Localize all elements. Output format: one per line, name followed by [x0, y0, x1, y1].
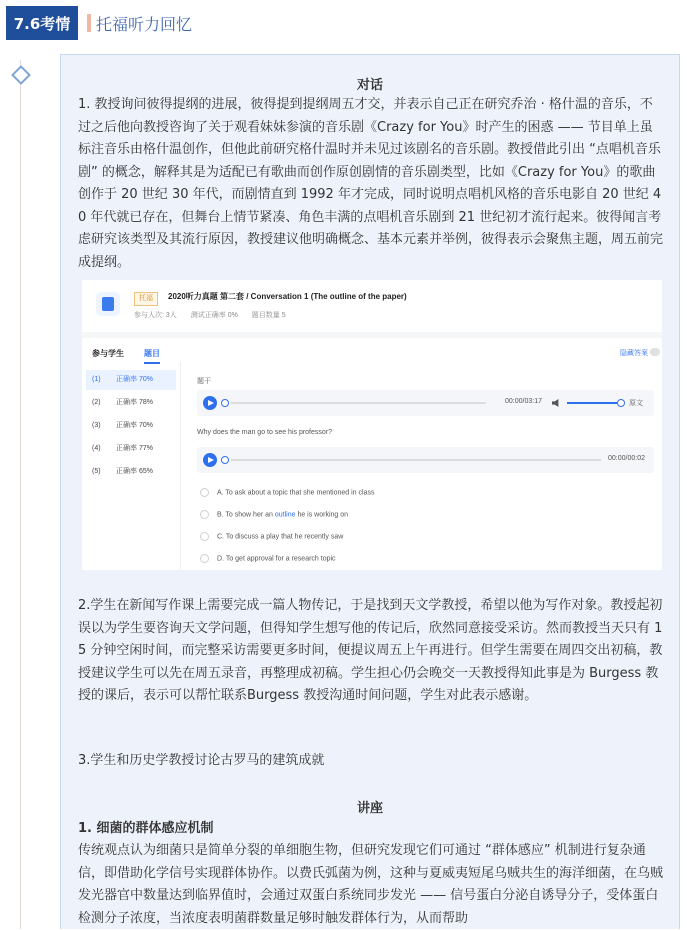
student-num: (4): [92, 445, 101, 452]
audio-time: 00:00/03:17: [505, 398, 542, 405]
question-count: 题目数量 5: [251, 312, 286, 319]
title-accent-bar: [87, 14, 91, 32]
seek-track[interactable]: [231, 402, 486, 404]
option-text: D. To get approval for a research topic: [217, 555, 336, 563]
participants-count: 参与人次: 3人: [134, 312, 177, 319]
paper-meta: [134, 310, 298, 320]
dialogue-title: 对话: [356, 78, 383, 93]
seek-knob[interactable]: [221, 399, 229, 407]
lecture-heading: 1. 细菌的群体感应机制: [78, 821, 214, 836]
student-row[interactable]: [86, 416, 176, 436]
student-rate: 正确率 77%: [116, 445, 153, 452]
student-row[interactable]: [86, 370, 176, 390]
exam-tag: 托福: [134, 292, 158, 306]
sidebar-separator: [180, 362, 181, 570]
student-rate: 正确率 70%: [116, 422, 153, 429]
hide-answer-toggle[interactable]: [650, 348, 660, 356]
dialogue-item-1: 1. 教授询问彼得提纲的进展，彼得提到提纲周五才交，并表示自己正在研究乔治 · 格什温的音乐，不过之后他向教授咨询了关于观看妹妹参演的音乐剧《Crazy for You》时产生的困惑 —— 节目单上虽标注音乐由格什温创作，但他此前研究格什温时并未见过该剧名的音乐剧。教授借此引出 “点唱机音乐剧” 的概念，解释其是为适配已有歌曲而创作原创剧情的音乐剧类型，比如《Crazy for You》的歌曲创作于 20 世纪 30 年代，而剧情直到 1992 年才完成，同时说明点唱机风格的音乐电影自 20 世纪 40 年代就已存在，但舞台上情节紧凑、角色丰满的点唱机音乐剧到 21 世纪初才流行起来。彼得闻言考虑研究该类型及其流行原因，教授建议他明确概念、基本元素并举例，彼得表示会聚焦主题，周五前完成提纲。: [78, 97, 664, 270]
option-text: B. To show her an: [217, 511, 275, 519]
dialogue-item-2: 2.学生在新闻写作课上需要完成一篇人物传记，于是找到天文学教授，希望以他为写作对象。教授起初误以为学生要咨询天文学问题，但得知学生想写他的传记后，欣然同意接受采访。然而教授当天只有 15 分钟空闲时间，而完整采访需要更多时间，便提议周五上午再进行。但学生需要在周四交出初稿，教授建议学生可以先在周五录音，再整理成初稿。学生担心仍会晚交一天教授得知此事是为 Burgess 教授的课后，表示可以帮忙联系Burgess 教授沟通时间问题，学生对此表示感谢。: [78, 598, 663, 703]
student-num: (3): [92, 422, 101, 429]
student-rate: 正确率 65%: [116, 468, 153, 475]
dialogue-item-3: 3.学生和历史学教授讨论古罗马的建筑成就: [78, 753, 325, 768]
timeline-diamond-icon: [11, 65, 31, 85]
page-title: 托福听力回忆: [96, 15, 193, 34]
student-num: (1): [92, 376, 101, 383]
header: [0, 0, 687, 46]
app-logo-icon: [96, 292, 120, 316]
tab-questions[interactable]: 题目: [144, 348, 160, 364]
seek-track[interactable]: [231, 459, 601, 461]
radio-icon[interactable]: [200, 488, 209, 497]
play-icon[interactable]: [203, 453, 217, 467]
audio-player-passage: [197, 390, 654, 416]
radio-icon[interactable]: [200, 510, 209, 519]
option-text: C. To discuss a play that he recently saw: [217, 533, 344, 541]
lecture-body: 传统观点认为细菌只是简单分裂的单细胞生物，但研究发现它们可通过 “群体感应” 机制进行复杂通信，即借助化学信号实现群体协作。以费氏弧菌为例，这种与夏威夷短尾乌贼共生的海洋细菌，在乌贼发光器官中数量达到临界值时，会通过双蛋白系统同步发光 —— 信号蛋白分泌自诱导分子，受体蛋白检测分子浓度，当浓度表明菌群数量足够时触发群体行为，从而帮助: [78, 843, 664, 926]
test-accuracy: 测试正确率 0%: [190, 312, 238, 319]
transcript-button[interactable]: 原文: [629, 400, 643, 407]
student-row[interactable]: [86, 439, 176, 459]
option-a[interactable]: [200, 488, 374, 497]
question-text: Why does the man go to see his professor?: [197, 429, 333, 436]
option-text: A. To ask about a topic that she mentioned in class: [217, 489, 375, 497]
stem-label: 题干: [197, 378, 211, 385]
student-rate: 正确率 78%: [116, 399, 153, 406]
student-rate: 正确率 70%: [116, 376, 153, 383]
volume-track[interactable]: [567, 402, 617, 404]
option-b[interactable]: [200, 510, 348, 519]
volume-icon[interactable]: [552, 399, 560, 407]
radio-icon[interactable]: [200, 532, 209, 541]
audio-player-question: [197, 447, 654, 473]
radio-icon[interactable]: [200, 554, 209, 563]
option-d[interactable]: [200, 554, 336, 563]
play-icon[interactable]: [203, 396, 217, 410]
embedded-screenshot: [82, 280, 662, 570]
paper-title: 2020听力真题 第二套 / Conversation 1 (The outline of the paper): [168, 292, 407, 301]
student-row[interactable]: [86, 393, 176, 413]
lecture-title: 讲座: [356, 801, 383, 816]
option-c[interactable]: [200, 532, 343, 541]
timeline-line: [20, 60, 21, 929]
date-badge: 7.6考情: [6, 6, 78, 40]
divider: [82, 332, 662, 338]
student-row[interactable]: [86, 462, 176, 482]
student-num: (5): [92, 468, 101, 475]
student-num: (2): [92, 399, 101, 406]
volume-knob[interactable]: [617, 399, 625, 407]
audio-time: 00:00/00:02: [608, 455, 645, 462]
option-highlight: outline: [274, 511, 296, 519]
hide-answer-label: 隐藏答案: [620, 350, 648, 357]
tab-students[interactable]: 参与学生: [92, 349, 124, 358]
seek-knob[interactable]: [221, 456, 229, 464]
option-text-end: he is working on: [295, 511, 349, 519]
